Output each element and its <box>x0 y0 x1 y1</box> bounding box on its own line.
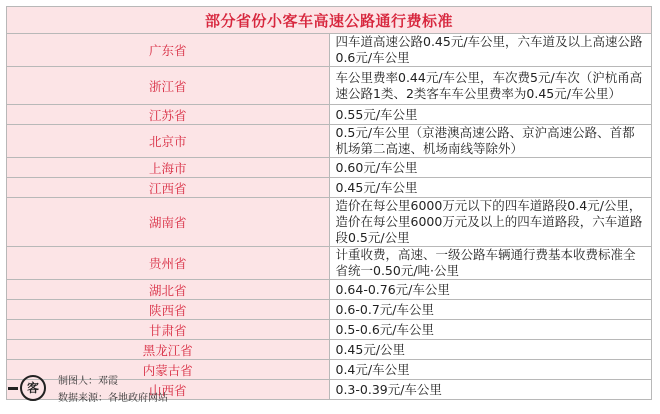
table-row <box>7 125 652 158</box>
rate-cell: 0.5-0.6元/车公里 <box>329 320 652 340</box>
province-cell: 山西省 <box>7 380 330 400</box>
table-row <box>7 34 652 67</box>
data-source-credit: 数据来源：各地政府网站 <box>58 393 168 404</box>
rate-cell: 0.64-0.76元/车公里 <box>329 280 652 300</box>
rate-cell: 0.5元/车公里（京港澳高速公路、京沪高速公路、首都机场第二高速、机场南线等除外） <box>329 125 652 158</box>
table-row <box>7 300 652 320</box>
rate-cell: 0.45元/车公里 <box>329 178 652 198</box>
logo <box>8 374 48 402</box>
table-row <box>7 178 652 198</box>
rate-cell: 车公里费率0.44元/车公里，车次费5元/车次（沪杭甬高速公路1类、2类客车车公里费率为0.45元/车公里） <box>329 67 652 105</box>
rate-cell: 四车道高速公路0.45元/车公里，六车道及以上高速公路0.6元/车公里 <box>329 34 652 67</box>
logo-circle-icon: 客 <box>20 375 46 401</box>
rate-cell: 计重收费，高速、一级公路车辆通行费基本收费标准全省统一0.50元/吨·公里 <box>329 247 652 280</box>
province-cell: 江苏省 <box>7 105 330 125</box>
province-cell: 上海市 <box>7 158 330 178</box>
province-cell: 贵州省 <box>7 247 330 280</box>
footer <box>6 370 306 410</box>
province-cell: 广东省 <box>7 34 330 67</box>
rate-cell: 0.4元/车公里 <box>329 360 652 380</box>
fee-table-container <box>6 6 652 400</box>
table-row <box>7 280 652 300</box>
rate-cell: 0.55元/车公里 <box>329 105 652 125</box>
rate-cell: 0.6-0.7元/车公里 <box>329 300 652 320</box>
province-cell: 湖北省 <box>7 280 330 300</box>
table-title: 部分省份小客车高速公路通行费标准 <box>7 7 652 34</box>
province-cell: 陕西省 <box>7 300 330 320</box>
rate-cell: 0.45元/公里 <box>329 340 652 360</box>
province-cell: 内蒙古省 <box>7 360 330 380</box>
province-cell: 黑龙江省 <box>7 340 330 360</box>
table-row <box>7 320 652 340</box>
province-cell: 北京市 <box>7 125 330 158</box>
rate-cell: 造价在每公里6000万元以下的四车道路段0.4元/公里，造价在每公里6000万元及以上的四车道路段，六车道路段0.5元/公里 <box>329 198 652 247</box>
credits <box>58 373 168 407</box>
author-credit: 制图人：邓霞 <box>58 376 118 387</box>
rate-cell: 0.3-0.39元/车公里 <box>329 380 652 400</box>
fee-table <box>6 6 652 400</box>
province-cell: 浙江省 <box>7 67 330 105</box>
table-row <box>7 105 652 125</box>
table-row <box>7 158 652 178</box>
province-cell: 江西省 <box>7 178 330 198</box>
province-cell: 湖南省 <box>7 198 330 247</box>
logo-dash-icon <box>8 387 18 390</box>
table-row <box>7 340 652 360</box>
rate-cell: 0.60元/车公里 <box>329 158 652 178</box>
province-cell: 甘肃省 <box>7 320 330 340</box>
table-row <box>7 198 652 247</box>
table-row <box>7 67 652 105</box>
table-row <box>7 247 652 280</box>
